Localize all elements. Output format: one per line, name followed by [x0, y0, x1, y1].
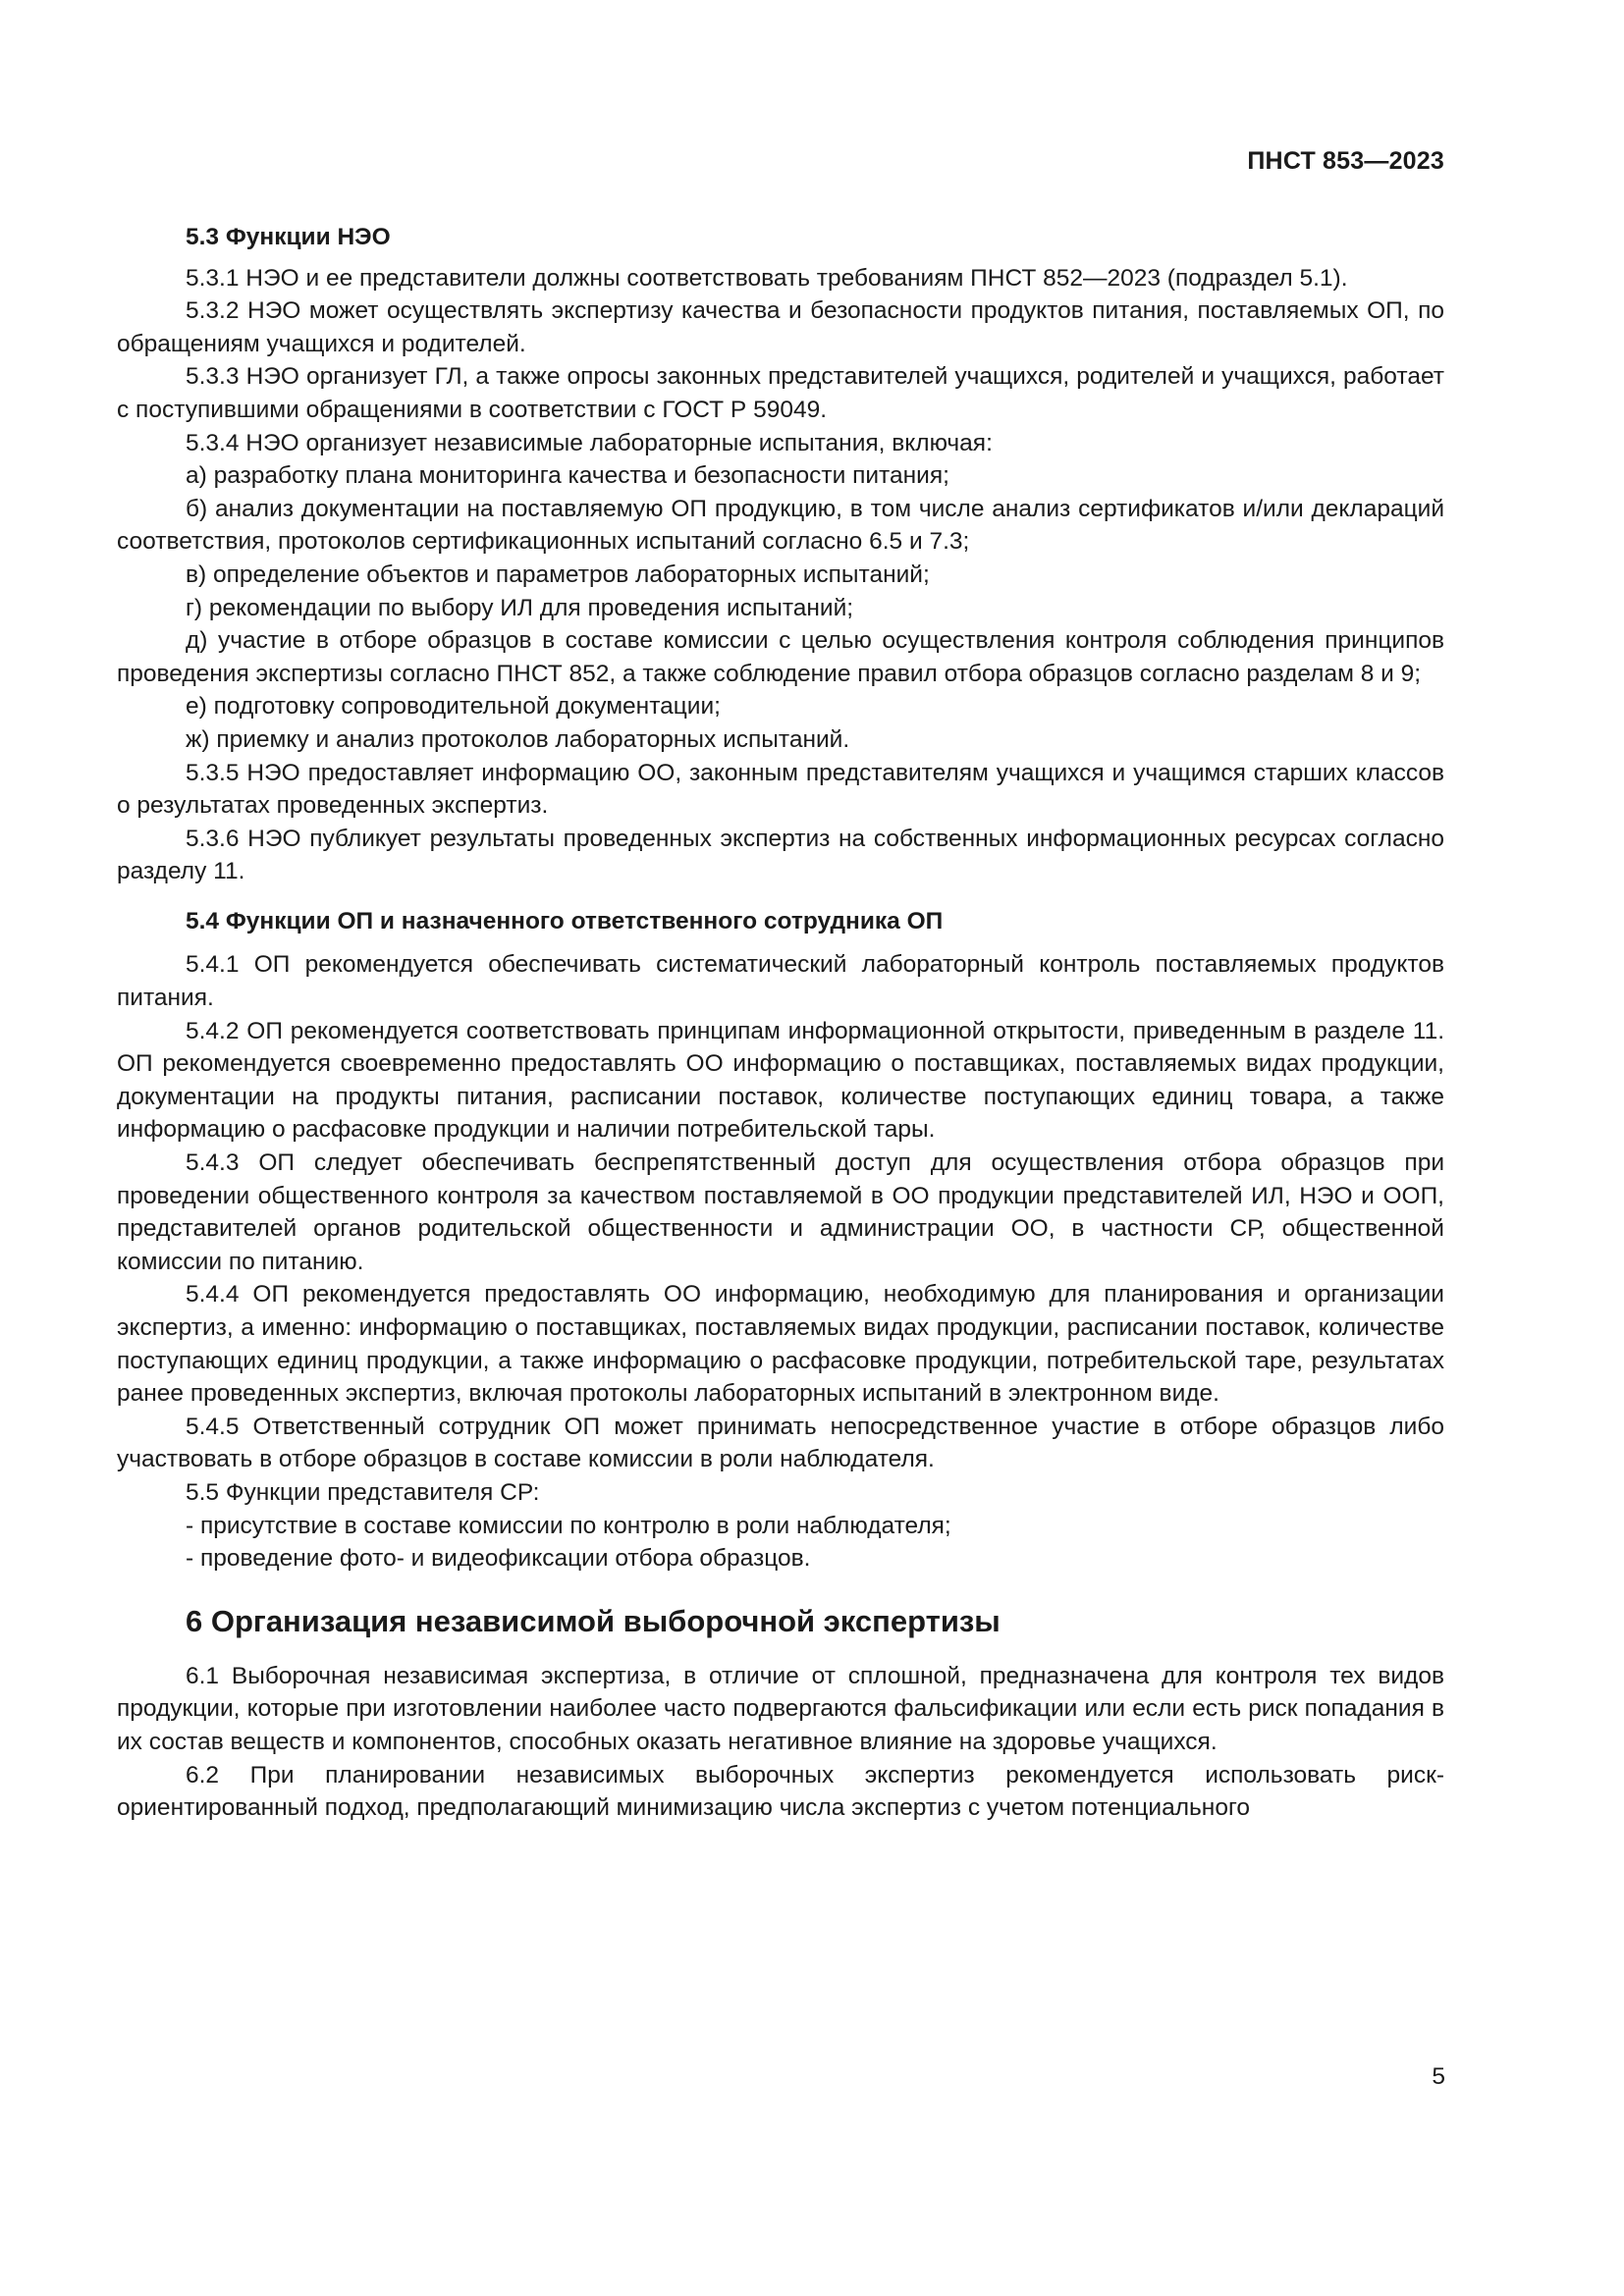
paragraph-6-2: 6.2 При планировании независимых выборочных экспертиз рекомендуется использовать риск-ориентированный подход, предполагающий минимизацию числа экспертиз с учетом потенциального [117, 1761, 1444, 1822]
paragraph-5-4-2: 5.4.2 ОП рекомендуется соответствовать принципам информационной открытости, приведенным в разделе 11. ОП рекомендуется своевременно предоставлять ОО информацию о поставщиках, поставляемых видах продукции, документации на продукты питания, расписании поставок, количестве поступающих единиц товара, а также информацию о расфасовке продукции и наличии потребительской тары. [117, 1017, 1444, 1144]
list-item-e: е) подготовку сопроводительной документации; [186, 693, 721, 721]
document-code: ПНСТ 853—2023 [1247, 147, 1444, 175]
dash-item-1: - присутствие в составе комиссии по контролю в роли наблюдателя; [186, 1512, 951, 1539]
section-6-heading: 6 Организация независимой выборочной экспертизы [186, 1603, 1001, 1638]
paragraph-5-4-1: 5.4.1 ОП рекомендуется обеспечивать систематический лабораторный контроль поставляемых продуктов питания. [117, 951, 1444, 1012]
paragraph-5-4-3: 5.4.3 ОП следует обеспечивать беспрепятственный доступ для осуществления отбора образцов при проведении общественного контроля за качеством поставляемой в ОО продукции представителей ИЛ, НЭО и ООП, представителей органов родительской общественности и администрации ОО, в частности СР, общественной комиссии по питанию. [117, 1149, 1444, 1275]
section-5-4-heading: 5.4 Функции ОП и назначенного ответственного сотрудника ОП [186, 907, 944, 934]
list-item-d: д) участие в отборе образцов в составе комиссии с целью осуществления контроля соблюдения принципов проведения экспертизы согласно ПНСТ 852, а также соблюдение правил отбора образцов согласно разделам 8 и 9; [117, 627, 1444, 687]
page-number: 5 [1432, 2063, 1445, 2090]
paragraph-5-4-5: 5.4.5 Ответственный сотрудник ОП может принимать непосредственное участие в отборе образцов либо участвовать в отборе образцов в составе комиссии в роли наблюдателя. [117, 1413, 1444, 1473]
paragraph-5-3-3: 5.3.3 НЭО организует ГЛ, а также опросы законных представителей учащихся, родителей и учащихся, работает с поступившими обращениями в соответствии с ГОСТ Р 59049. [117, 363, 1444, 423]
paragraph-6-1: 6.1 Выборочная независимая экспертиза, в отличие от сплошной, предназначена для контроля тех видов продукции, которые при изготовлении наиболее часто подвергаются фальсификации или если есть риск попадания в их состав веществ и компонентов, способных оказать негативное влияние на здоровье учащихся. [117, 1662, 1444, 1755]
paragraph-5-4-4: 5.4.4 ОП рекомендуется предоставлять ОО информацию, необходимую для планирования и организации экспертиз, а именно: информацию о поставщиках, поставляемых видах продукции, расписании поставок, количестве поступающих единиц продукции, а также информацию о расфасовке продукции, потребительской таре, результатах ранее проведенных экспертиз, включая протоколы лабораторных испытаний в электронном виде. [117, 1281, 1444, 1408]
paragraph-5-3-1: 5.3.1 НЭО и ее представители должны соответствовать требованиям ПНСТ 852—2023 (подраздел 5.1). [186, 264, 1348, 292]
list-item-v: в) определение объектов и параметров лабораторных испытаний; [186, 561, 930, 588]
paragraph-5-3-2: 5.3.2 НЭО может осуществлять экспертизу качества и безопасности продуктов питания, поставляемых ОП, по обращениям учащихся и родителей. [117, 297, 1444, 357]
paragraph-5-3-4: 5.3.4 НЭО организует независимые лабораторные испытания, включая: [186, 429, 993, 456]
dash-item-2: - проведение фото- и видеофиксации отбора образцов. [186, 1545, 811, 1573]
list-item-b: б) анализ документации на поставляемую ОП продукцию, в том числе анализ сертификатов и/или деклараций соответствия, протоколов сертификационных испытаний согласно 6.5 и 7.3; [117, 495, 1444, 556]
list-item-a: а) разработку плана мониторинга качества и безопасности питания; [186, 462, 949, 490]
list-item-zh: ж) приемку и анализ протоколов лабораторных испытаний. [186, 725, 850, 753]
section-5-3-heading: 5.3 Функции НЭО [186, 224, 391, 250]
paragraph-5-5: 5.5 Функции представителя СР: [186, 1478, 540, 1506]
paragraph-5-3-5: 5.3.5 НЭО предоставляет информацию ОО, законным представителям учащихся и учащимся старших классов о результатах проведенных экспертиз. [117, 759, 1444, 820]
paragraph-5-3-6: 5.3.6 НЭО публикует результаты проведенных экспертиз на собственных информационных ресурсах согласно разделу 11. [117, 825, 1444, 885]
document-body [117, 221, 1444, 1825]
list-item-g: г) рекомендации по выбору ИЛ для проведения испытаний; [186, 594, 854, 621]
